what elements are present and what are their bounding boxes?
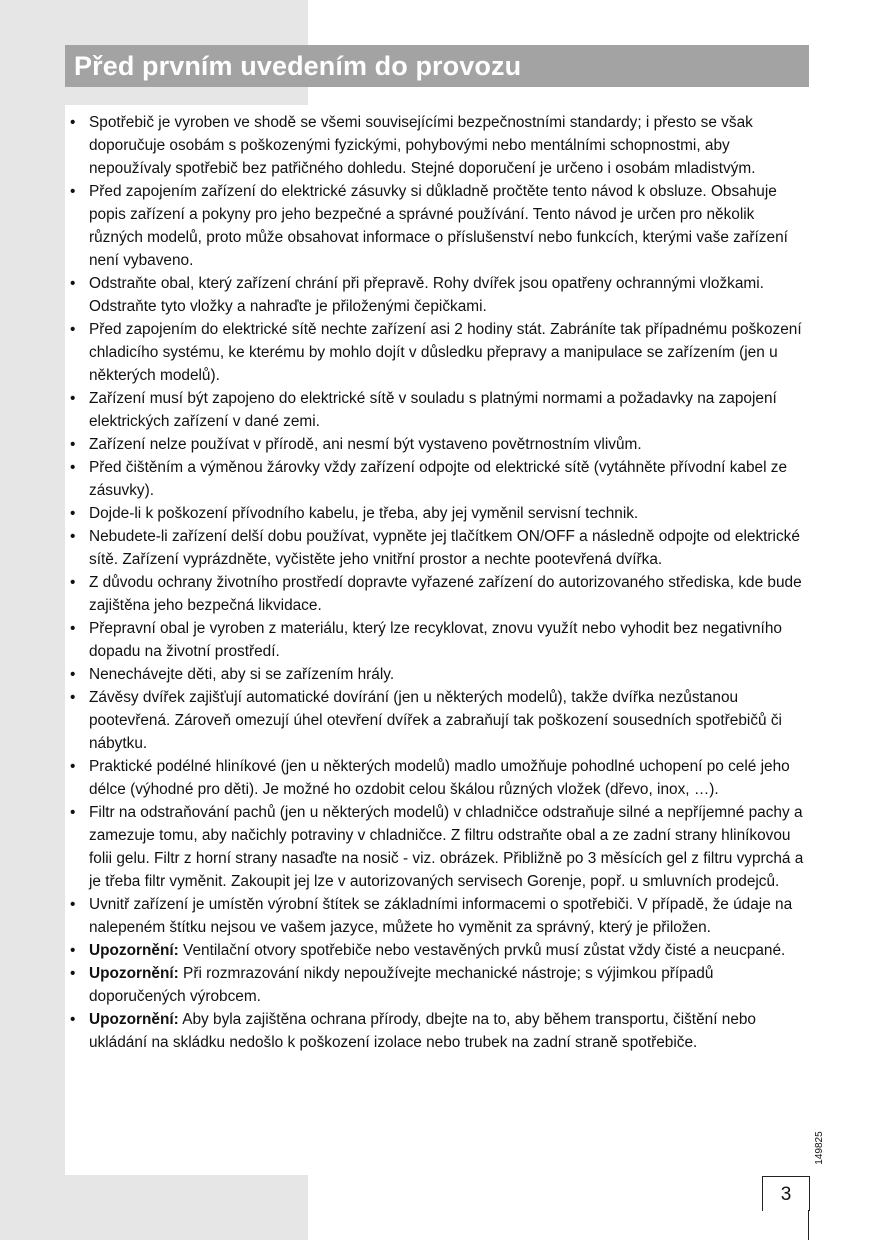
list-item [65, 663, 805, 686]
list-item [65, 893, 805, 939]
list-item-text: Přepravní obal je vyroben z materiálu, který lze recyklovat, znovu využít nebo vyhodit bez negativního dopadu na životní prostředí. [89, 620, 782, 660]
list-item-text: Z důvodu ochrany životního prostředí dopravte vyřazené zařízení do autorizovaného střediska, kde bude zajištěna jeho bezpečná likvidace. [89, 574, 802, 614]
safety-instructions-list [65, 105, 805, 1054]
bullet-icon: • [70, 459, 76, 476]
list-item-text: Ventilační otvory spotřebiče nebo vestavěných prvků musí zůstat vždy čisté a neucpané. [178, 942, 786, 959]
bullet-icon: • [70, 574, 76, 591]
bullet-icon: • [70, 505, 76, 522]
list-item-text: Zařízení nelze používat v přírodě, ani nesmí být vystaveno povětrnostním vlivům. [89, 436, 642, 453]
section-title-bar [65, 45, 809, 87]
list-item-text: Dojde-li k poškození přívodního kabelu, je třeba, aby jej vyměnil servisní technik. [89, 505, 639, 522]
list-item [65, 433, 805, 456]
list-item-text: Praktické podélné hliníkové (jen u některých modelů) madlo umožňuje pohodlné uchopení po celé jeho délce (výhodné pro děti). Je možné ho ozdobit celou škálou různých vložek (dřevo, inox, …). [89, 758, 790, 798]
page-title: Před prvním uvedením do provozu [74, 51, 522, 81]
page-margin-line [808, 1210, 809, 1240]
bullet-icon: • [70, 436, 76, 453]
bullet-icon: • [70, 620, 76, 637]
list-item-text: Před čištěním a výměnou žárovky vždy zařízení odpojte od elektrické sítě (vytáhněte přívodní kabel ze zásuvky). [89, 459, 788, 499]
list-item-text: Závěsy dvířek zajišťují automatické dovírání (jen u některých modelů), takže dvířka nezůstanou pootevřená. Zároveň omezují úhel otevření dvířek a zabraňují tak poškození sousedních spotřebičů či nábytku. [89, 689, 782, 752]
bullet-icon: • [70, 1011, 76, 1028]
list-item-text: Nenechávejte děti, aby si se zařízením hrály. [89, 666, 395, 683]
list-item [65, 962, 805, 1008]
list-item-text: Uvnitř zařízení je umístěn výrobní štítek se základními informacemi o spotřebiči. V případě, že údaje na nalepeném štítku nejsou ve vašem jazyce, můžete ho vyměnit za správný, který je přiložen. [89, 896, 793, 936]
list-item-text: Nebudete-li zařízení delší dobu používat, vypněte jej tlačítkem ON/OFF a následně odpojte od elektrické sítě. Zařízení vyprázdněte, vyčistěte jeho vnitřní prostor a nechte pootevřená dvířka. [89, 528, 800, 568]
list-item [65, 686, 805, 755]
bullet-icon: • [70, 666, 76, 683]
warning-label: Upozornění: [89, 942, 179, 959]
content-area [65, 105, 805, 1175]
list-item [65, 387, 805, 433]
bullet-icon: • [70, 896, 76, 913]
bullet-icon: • [70, 390, 76, 407]
bullet-icon: • [70, 804, 76, 821]
list-item-text: Spotřebič je vyroben ve shodě se všemi souvisejícími bezpečnostními standardy; i přesto se však doporučuje osobám s poškozenými fyzickými, pohybovými nebo mentálními schopnostmi, aby nepoužívaly spotřebič bez patřičného dohledu. Stejné doporučení je určeno i osobám mladistvým. [89, 114, 756, 177]
bullet-icon: • [70, 183, 76, 200]
list-item [65, 525, 805, 571]
list-item-text: Odstraňte obal, který zařízení chrání při přepravě. Rohy dvířek jsou opatřeny ochrannými vložkami. Odstraňte tyto vložky a nahraďte je přiloženými čepičkami. [89, 275, 764, 315]
list-item [65, 272, 805, 318]
list-item-text: Aby byla zajištěna ochrana přírody, dbejte na to, aby během transportu, čištění nebo ukládání na skládku nedošlo k poškození izolace nebo trubek na zadní straně spotřebiče. [89, 1011, 756, 1051]
list-item [65, 617, 805, 663]
list-item-text: Zařízení musí být zapojeno do elektrické sítě v souladu s platnými normami a požadavky na zapojení elektrických zařízení v dané zemi. [89, 390, 777, 430]
bullet-icon: • [70, 965, 76, 982]
list-item [65, 755, 805, 801]
list-item-text: Při rozmrazování nikdy nepoužívejte mechanické nástroje; s výjimkou případů doporučených výrobcem. [89, 965, 714, 1005]
page-number-box [762, 1176, 810, 1211]
list-item [65, 502, 805, 525]
list-item [65, 939, 805, 962]
bullet-icon: • [70, 528, 76, 545]
list-item [65, 801, 805, 893]
list-item-text: Před zapojením do elektrické sítě nechte zařízení asi 2 hodiny stát. Zabráníte tak případnému poškození chladicího systému, ke kterému by mohlo dojít v důsledku přepravy a manipulace se zařízením (jen u některých modelů). [89, 321, 802, 384]
list-item [65, 318, 805, 387]
bullet-icon: • [70, 275, 76, 292]
page-number: 3 [780, 1184, 792, 1205]
bullet-icon: • [70, 114, 76, 131]
document-code [812, 1130, 826, 1166]
bullet-icon: • [70, 942, 76, 959]
list-item-text: Filtr na odstraňování pachů (jen u některých modelů) v chladničce odstraňuje silné a nepříjemné pachy a zamezuje tomu, aby načichly potraviny v chladničce. Z filtru odstraňte obal a ze zadní strany hliníkovou folii gelu. Filtr z horní strany nasaďte na nosič - viz. obrázek. Přibližně po 3 měsících gel z filtru vyprchá a je třeba filtr vyměnit. Zakoupit jej lze v autorizovaných servisech Gorenje, popř. u smluvních prodejců. [89, 804, 804, 890]
list-item [65, 111, 805, 180]
bullet-icon: • [70, 321, 76, 338]
list-item [65, 180, 805, 272]
list-item [65, 571, 805, 617]
document-code-text: 149825 [814, 1131, 825, 1165]
list-item-text: Před zapojením zařízení do elektrické zásuvky si důkladně pročtěte tento návod k obsluze. Obsahuje popis zařízení a pokyny pro jeho bezpečné a správné používání. Tento návod je určen pro několik různých modelů, proto může obsahovat informace o příslušenství nebo funkcích, kterými vaše zařízení není vybaveno. [89, 183, 788, 269]
list-item [65, 1008, 805, 1054]
warning-label: Upozornění: [89, 965, 179, 982]
bullet-icon: • [70, 758, 76, 775]
warning-label: Upozornění: [89, 1011, 179, 1028]
bullet-icon: • [70, 689, 76, 706]
list-item [65, 456, 805, 502]
